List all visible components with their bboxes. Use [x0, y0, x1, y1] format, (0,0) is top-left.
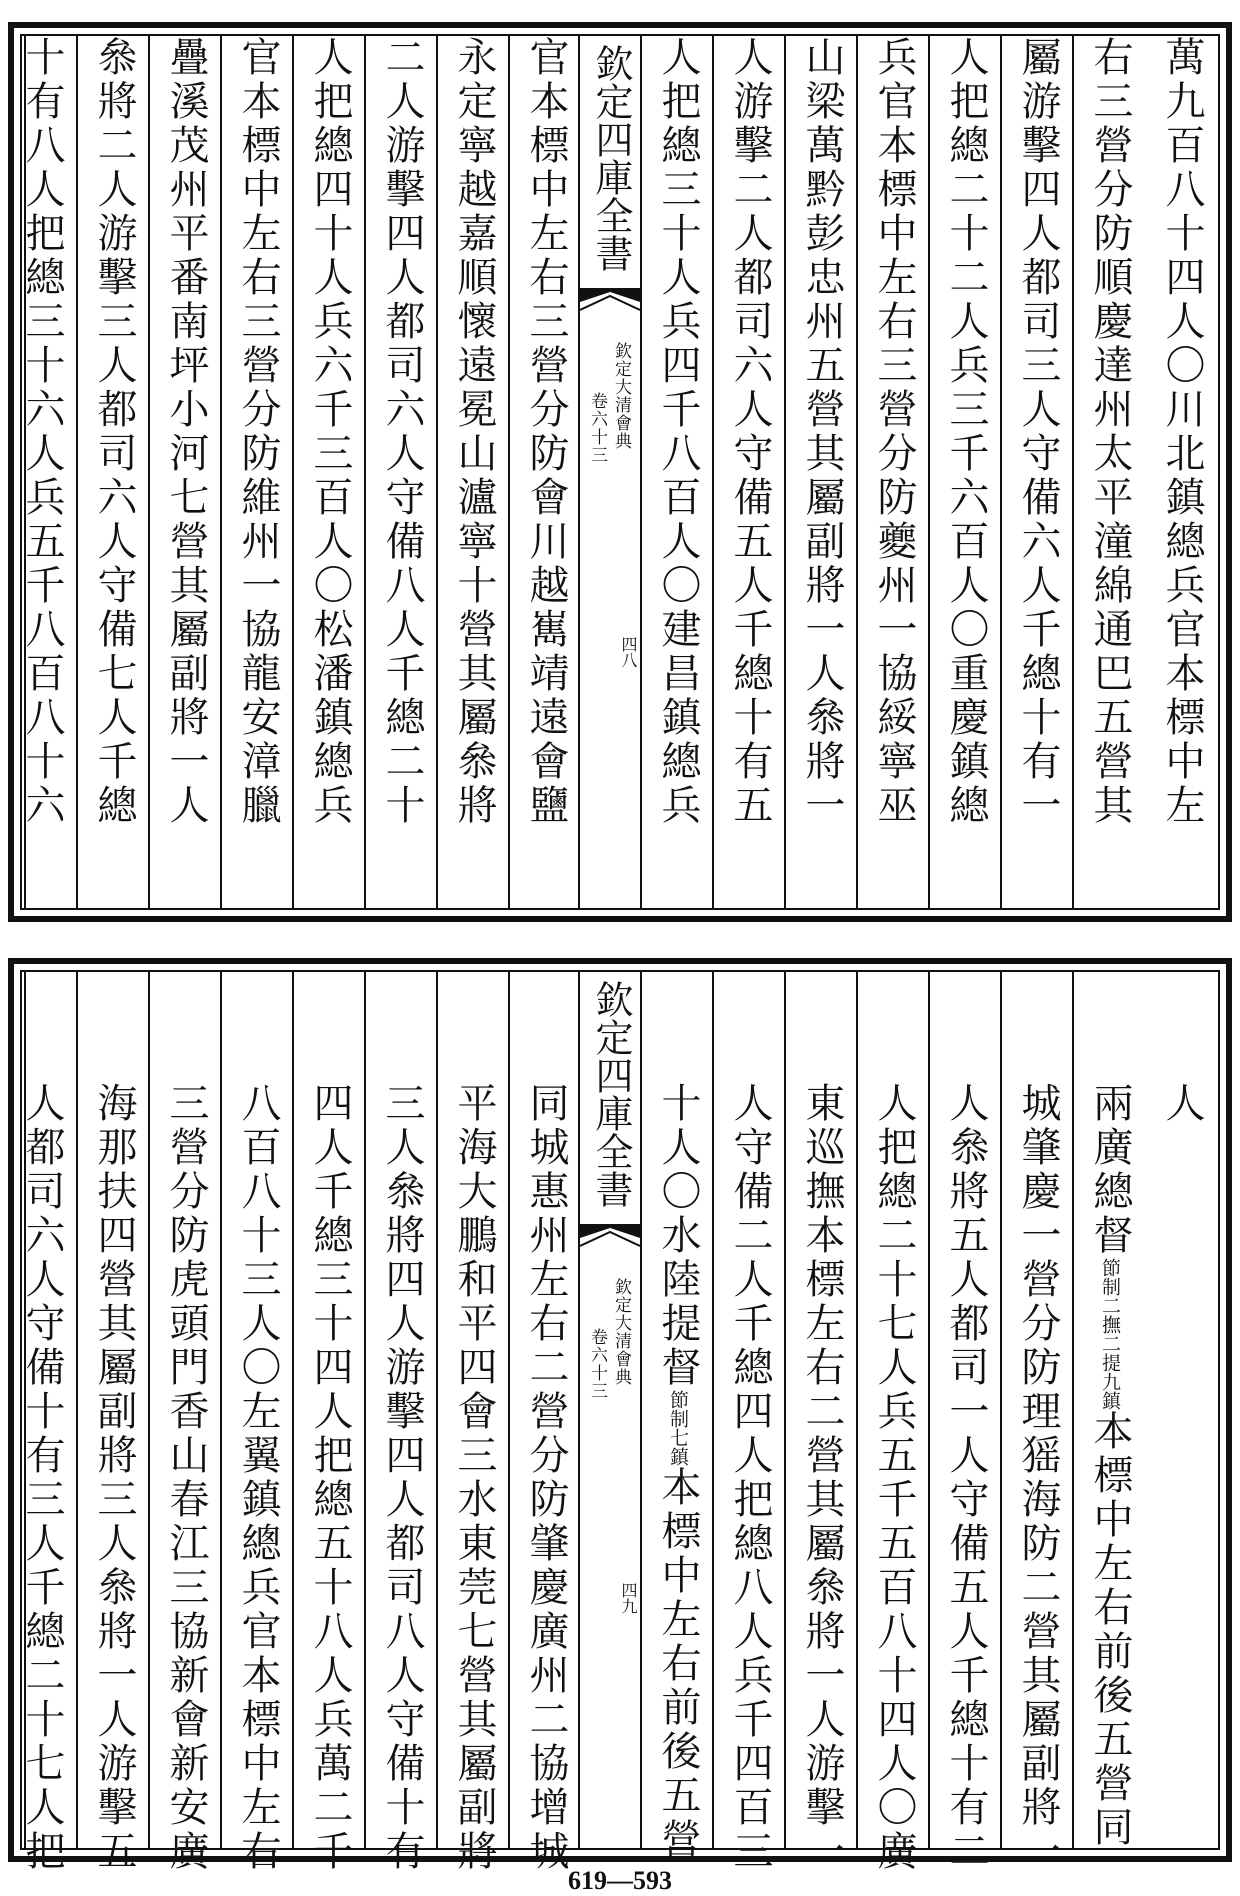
- column-text: 八百八十三人〇左翼鎮總兵官本標中左右: [235, 1082, 281, 1874]
- text-column: [928, 972, 1002, 1874]
- text-column: [712, 972, 786, 1874]
- page-top: [8, 22, 1232, 922]
- column-text: 官本標中左右三營分防維州一協龍安漳臘: [235, 36, 281, 828]
- page-bottom-frame: [19, 970, 1220, 1874]
- column-text: 城肇慶一營分防理猺海防二營其屬副將一: [1015, 1082, 1061, 1874]
- column-text: 人都司六人守備十有三人千總二十七人把: [19, 1082, 65, 1874]
- text-column: [1146, 972, 1218, 1848]
- text-column: [292, 36, 366, 908]
- folio-number: 四九: [619, 1582, 638, 1614]
- volume-label: 卷六十三: [587, 1328, 607, 1400]
- column-text: 人守備二人千總四人把總八人兵千四百三: [727, 1082, 773, 1874]
- text-column: [436, 36, 510, 908]
- text-column: [1072, 972, 1146, 1848]
- column-text-lead: 十人〇水陸提督: [655, 1082, 701, 1390]
- text-column: [364, 972, 438, 1874]
- text-column: [640, 36, 714, 908]
- column-text: 人叅將五人都司一人守備五人千總十有二: [943, 1082, 989, 1874]
- interlinear-note: 節制二撫二提九鎮: [1099, 1258, 1121, 1410]
- column-text: 山梁萬黔彭忠州五營其屬副將一人叅將一: [799, 36, 845, 828]
- governor-title: 兩廣總督: [1087, 1082, 1133, 1258]
- column-text-continued: 本標中左右前後五營: [655, 1466, 701, 1862]
- column-text: 人: [1159, 1082, 1205, 1126]
- page-footer-number: 619—593: [568, 1866, 672, 1895]
- volume-label: 卷六十三: [587, 392, 607, 464]
- column-text: 四人千總三十四人把總五十八人兵萬二千: [307, 1082, 353, 1874]
- text-column: [292, 972, 366, 1874]
- column-text: 兵官本標中左右三營分防夔州一協綏寧巫: [871, 36, 917, 828]
- text-column: [148, 36, 222, 908]
- text-column: [856, 36, 930, 908]
- folio-number: 四八: [619, 636, 638, 668]
- text-column: [148, 972, 222, 1874]
- column-text: 三人叅將四人游擊四人都司八人守備十有: [379, 1082, 425, 1874]
- column-text: 人把總二十二人兵三千六百人〇重慶鎮總: [943, 36, 989, 828]
- column-text: 人把總二十七人兵五千五百八十四人〇廣: [871, 1082, 917, 1874]
- text-column: [76, 972, 150, 1874]
- text-column: [220, 972, 294, 1874]
- column-text: 三營分防虎頭門香山春江三協新會新安廣: [163, 1082, 209, 1874]
- text-column: [784, 36, 858, 908]
- text-column: [76, 36, 150, 908]
- text-column: [1146, 36, 1218, 908]
- text-column: [364, 36, 438, 908]
- text-column: [220, 36, 294, 908]
- column-text: 東巡撫本標左右二營其屬叅將一人游擊一: [799, 1082, 845, 1874]
- text-column: [928, 36, 1002, 908]
- fishtail-mark: [580, 1224, 640, 1270]
- text-column: [856, 972, 930, 1874]
- column-text: 十有八人把總三十六人兵五千八百八十六: [19, 36, 65, 828]
- text-column: [19, 972, 78, 1874]
- column-text: 疊溪茂州平番南坪小河七營其屬副將一人: [163, 36, 209, 828]
- text-column: [712, 36, 786, 908]
- book-title: 欽定四庫全書: [589, 980, 633, 1208]
- column-text: [1074, 1082, 1146, 1850]
- page-bottom: [8, 958, 1232, 1874]
- fishtail-mark: [580, 288, 640, 334]
- column-text: 叅將二人游擊三人都司六人守備七人千總: [91, 36, 137, 828]
- column-text: 二人游擊四人都司六人守備八人千總二十: [379, 36, 425, 828]
- text-column: [436, 972, 510, 1874]
- text-column: [1072, 36, 1146, 908]
- column-text: 萬九百八十四人〇川北鎮總兵官本標中左: [1159, 36, 1205, 828]
- center-band: [578, 36, 642, 908]
- chapter-title: 欽定大清會典: [611, 342, 631, 450]
- column-text: 平海大鵬和平四會三水東莞七營其屬副將: [451, 1082, 497, 1874]
- text-column: [1000, 972, 1074, 1874]
- column-text: 右三營分防順慶達州太平潼綿通巴五營其: [1087, 36, 1133, 828]
- column-text: 人把總三十人兵四千八百人〇建昌鎮總兵: [655, 36, 701, 828]
- column-text-continued: 本標中左右前後五營同: [1087, 1410, 1133, 1850]
- column-text: 人把總四十人兵六千三百人〇松潘鎮總兵: [307, 36, 353, 828]
- column-text: 屬游擊四人都司三人守備六人千總十有一: [1015, 36, 1061, 828]
- page-top-frame: [20, 34, 1220, 910]
- column-text: 海那扶四營其屬副將三人叅將一人游擊五: [91, 1082, 137, 1874]
- column-text: 同城惠州左右二營分防肇慶廣州二協增城: [523, 1082, 569, 1874]
- text-column: [640, 972, 714, 1862]
- book-title: 欽定四庫全書: [589, 44, 633, 272]
- column-text: [642, 1082, 714, 1862]
- text-column: [508, 972, 582, 1874]
- text-column: [1000, 36, 1074, 908]
- text-column: [784, 972, 858, 1874]
- center-band: [578, 972, 642, 1848]
- column-text: 永定寧越嘉順懷遠冕山瀘寧十營其屬叅將: [451, 36, 497, 828]
- chapter-title: 欽定大清會典: [611, 1278, 631, 1386]
- interlinear-note: 節制七鎮: [667, 1390, 689, 1466]
- text-column: [19, 36, 78, 908]
- column-text: 人游擊二人都司六人守備五人千總十有五: [727, 36, 773, 828]
- text-column: [508, 36, 582, 908]
- column-text: 官本標中左右三營分防會川越嶲靖遠會鹽: [523, 36, 569, 828]
